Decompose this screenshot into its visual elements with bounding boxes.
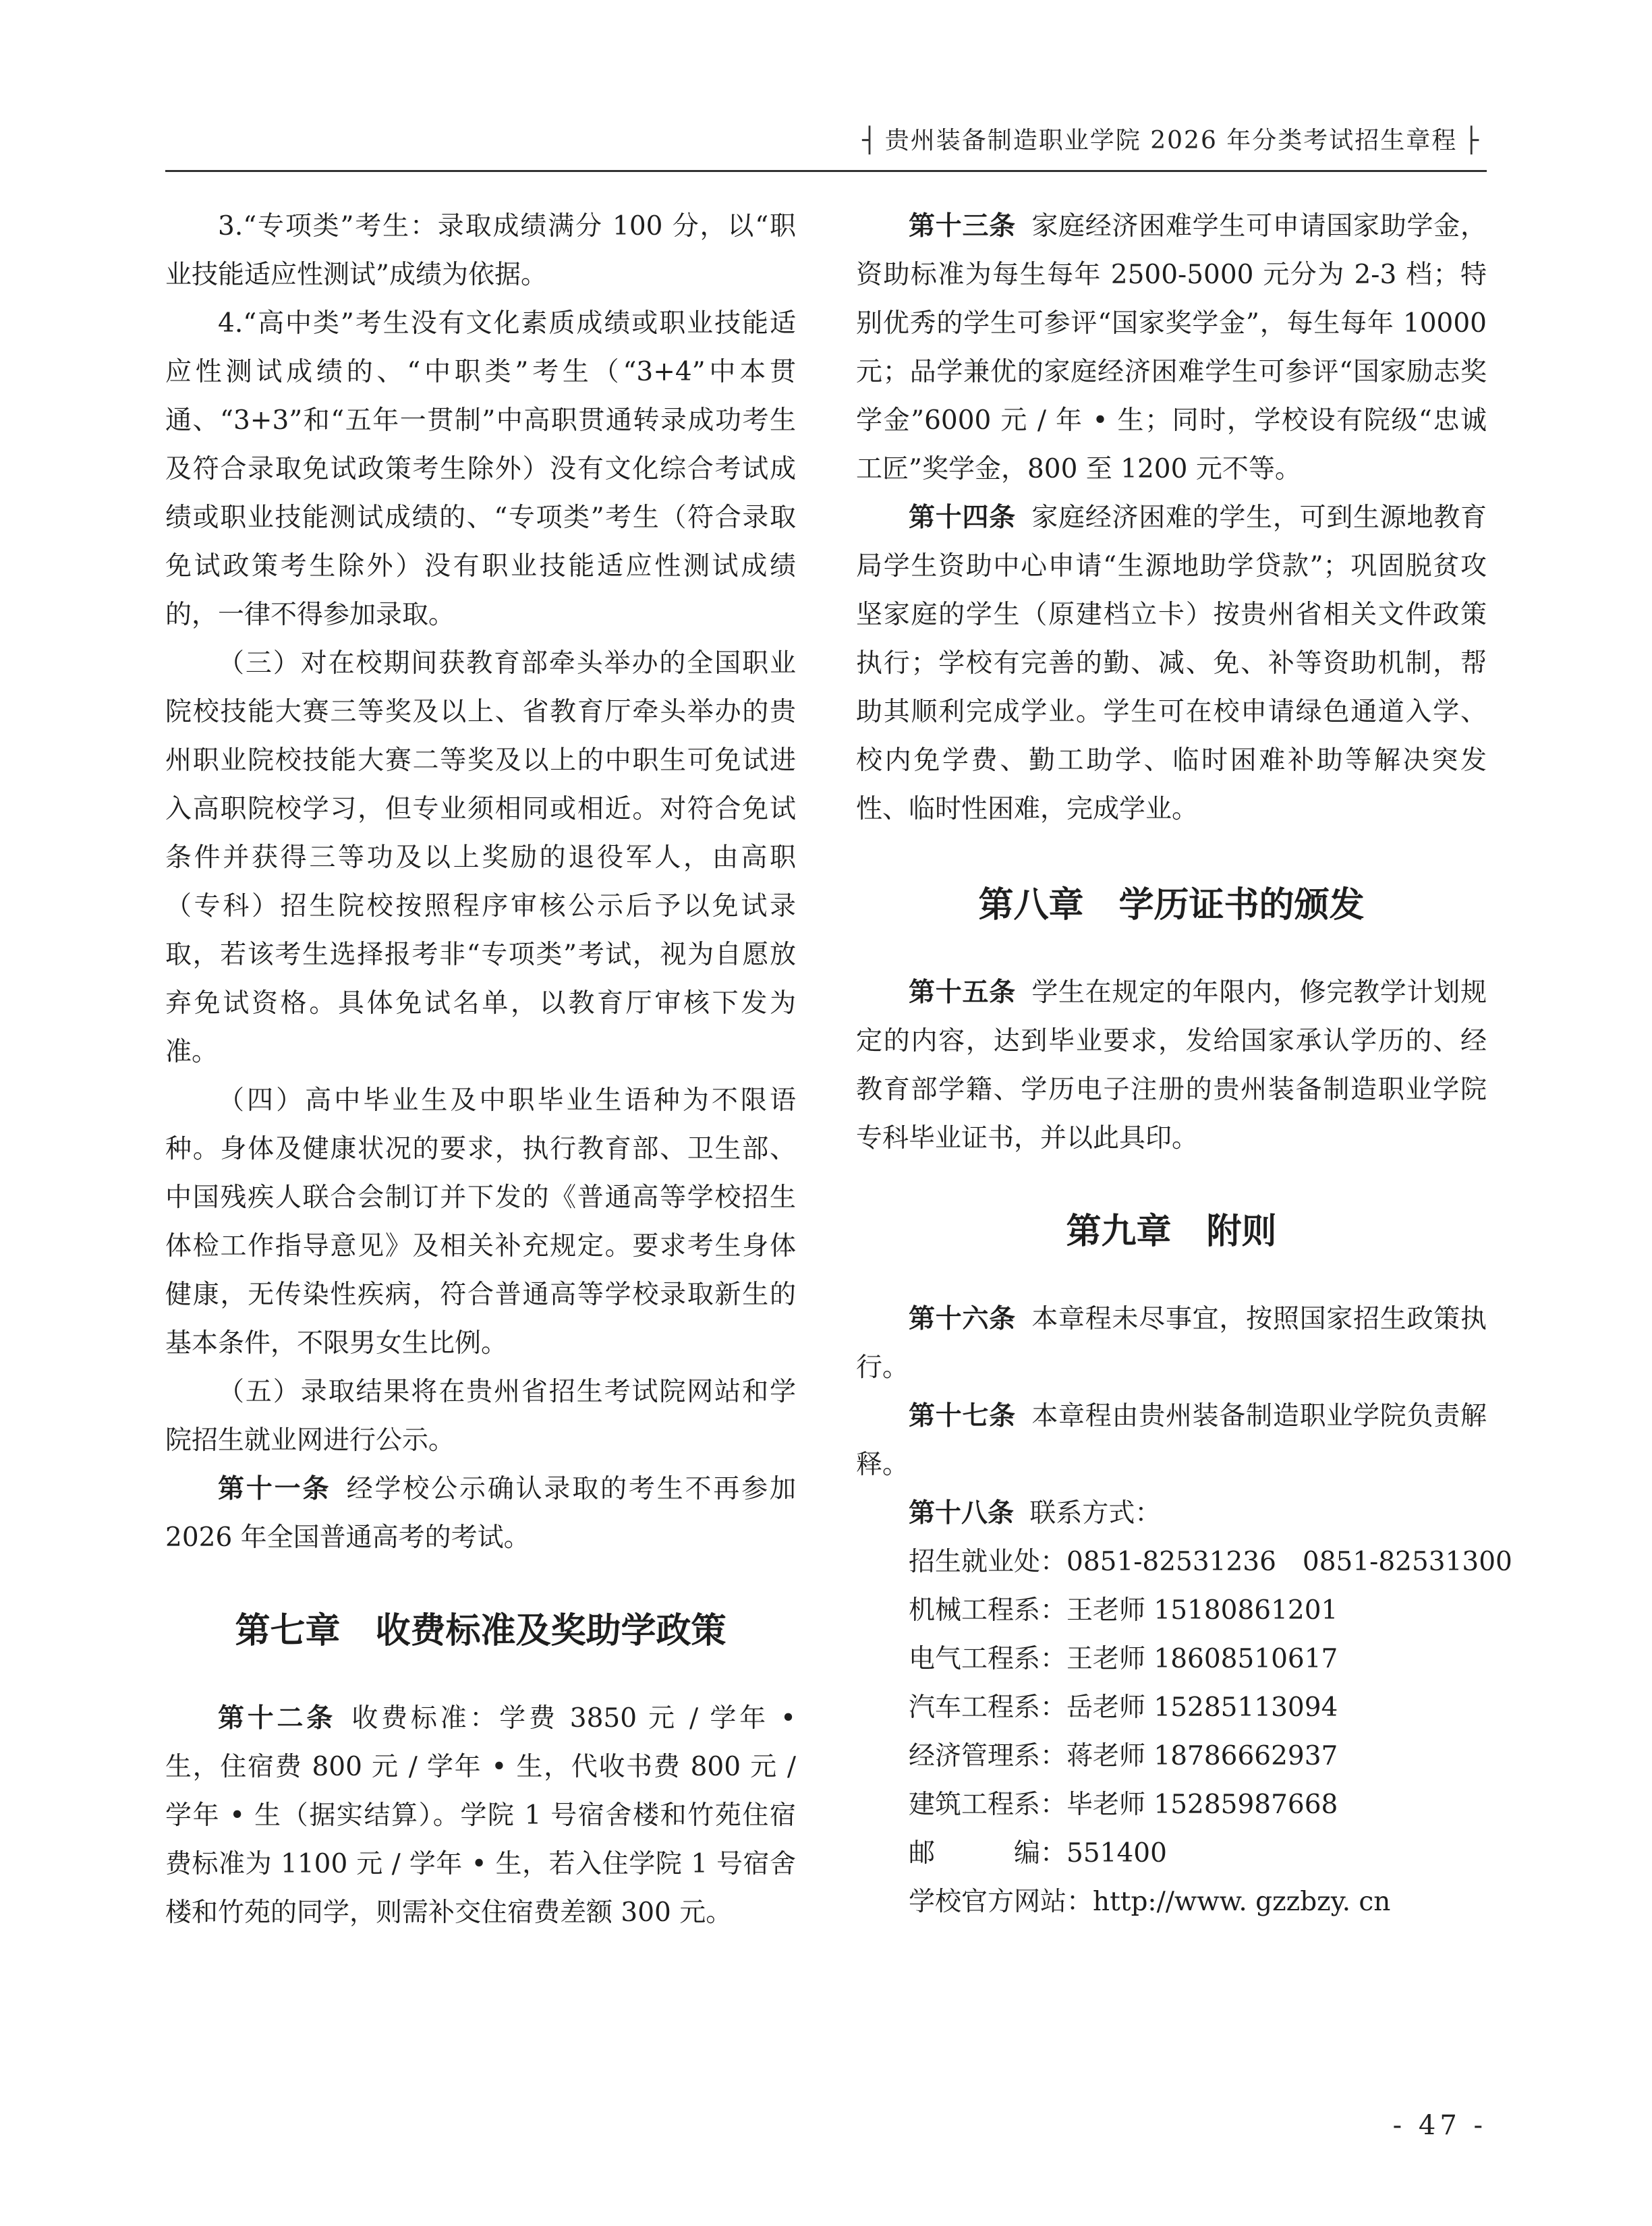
article-15-label: 第十五条 xyxy=(909,977,1016,1008)
article-12-text: 收费标准：学费 3850 元 / 学年 • 生，住宿费 800 元 / 学年 • 生，代收书费 800 元 / 学年 • 生（据实结算）。学院 1 号宿舍楼和竹苑住宿费标准为 1100 元 / 学年 • 生，若入住学院 1 号宿舍楼和竹苑的同学，则需补交住宿费差额 300 元。 xyxy=(165,1703,796,1928)
article-11-text: 经学校公示确认录取的考生不再参加 2026 年全国普通高考的考试。 xyxy=(165,1474,796,1553)
contact-admissions-office: 招生就业处：0851-82531236 0851-82531300 xyxy=(909,1547,1512,1577)
article-14-text: 家庭经济困难的学生，可到生源地教育局学生资助中心申请“生源地助学贷款”；巩固脱贫攻坚家庭的学生（原建档立卡）按贵州省相关文件政策执行；学校有完善的勤、减、免、补等资助机制，帮助其顺利完成学业。学生可在校申请绿色通道入学、校内免学费、勤工助学、临时困难补助等解决突发性、临时性困难，完成学业。 xyxy=(856,503,1487,824)
chapter-7-title: 收费标准及奖助学政策 xyxy=(375,1611,727,1651)
contact-mechanical-dept: 机械工程系：王老师 15180861201 xyxy=(909,1595,1338,1626)
article-14 xyxy=(856,494,1487,834)
article-15 xyxy=(856,969,1487,1163)
header-title-text: 贵州装备制造职业学院 2026 年分类考试招生章程 xyxy=(884,127,1458,154)
article-16 xyxy=(856,1295,1487,1392)
right-column xyxy=(856,202,1512,1927)
chapter-7-heading xyxy=(165,1604,796,1658)
chapter-8-heading xyxy=(856,878,1487,932)
article-11-label: 第十一条 xyxy=(218,1474,331,1504)
article-18-text: 联系方式： xyxy=(1029,1498,1162,1529)
page-header xyxy=(0,0,1652,182)
article-18 xyxy=(856,1489,1487,1538)
left-column xyxy=(165,202,796,1937)
article-16-text: 本章程未尽事宜，按照国家招生政策执行。 xyxy=(856,1304,1487,1383)
contact-electrical-dept: 电气工程系：王老师 18608510617 xyxy=(909,1644,1338,1674)
paragraph-admission-ineligibility: 4.“高中类”考生没有文化素质成绩或职业技能适应性测试成绩的、“中职类”考生（“3+4”中本贯通、“3+3”和“五年一贯制”中高职贯通转录成功考生及符合录取免试政策考生除外）没有文化综合考试成绩或职业技能测试成绩的、“专项类”考生（符合录取免试政策考生除外）没有职业技能适应性测试成绩的，一律不得参加录取。 xyxy=(165,308,796,630)
contact-postal-code: 邮 编：551400 xyxy=(909,1838,1167,1868)
article-11 xyxy=(165,1465,796,1562)
contact-construction-dept: 建筑工程系：毕老师 15285987668 xyxy=(909,1790,1338,1820)
article-12 xyxy=(165,1694,796,1937)
chapter-8-title: 学历证书的颁发 xyxy=(1118,885,1365,925)
article-17-label: 第十七条 xyxy=(909,1401,1016,1431)
running-header: ┤ 贵州装备制造职业学院 2026 年分类考试招生章程 ├ xyxy=(862,127,1480,154)
chapter-7-number: 第七章 xyxy=(235,1611,341,1651)
article-17 xyxy=(856,1392,1487,1489)
paragraph-exam-exemption: （三）对在校期间获教育部牵头举办的全国职业院校技能大赛三等奖及以上、省教育厅牵头举办的贵州职业院校技能大赛二等奖及以上的中职生可免试进入高职院校学习，但专业须相同或相近。对符合免试条件并获得三等功及以上奖励的退役军人，由高职（专科）招生院校按照程序审核公示后予以免试录取，若该考生选择报考非“专项类”考试，视为自愿放弃免试资格。具体免试名单，以教育厅审核下发为准。 xyxy=(165,648,796,1067)
article-13-label: 第十三条 xyxy=(909,211,1016,241)
chapter-9-title: 附则 xyxy=(1206,1211,1277,1252)
chapter-8-number: 第八章 xyxy=(978,885,1084,925)
article-17-text: 本章程由贵州装备制造职业学院负责解释。 xyxy=(856,1401,1487,1480)
chapter-9-heading xyxy=(856,1205,1487,1259)
contact-automotive-dept: 汽车工程系：岳老师 15285113094 xyxy=(909,1692,1338,1723)
article-13 xyxy=(856,202,1487,494)
contact-economics-dept: 经济管理系：蒋老师 18786662937 xyxy=(909,1741,1338,1771)
article-13-text: 家庭经济困难学生可申请国家助学金，资助标准为每生每年 2500-5000 元分为 2-3 档；特别优秀的学生可参评“国家奖学金”，每生每年 10000 元；品学兼优的家庭经济困难学生可参评“国家励志奖学金”6000 元 / 年 • 生；同时，学校设有院级“忠诚工匠”奖学金，800 至 1200 元不等。 xyxy=(856,211,1487,484)
contact-official-website[interactable]: 学校官方网站：http://www. gzzbzy. cn xyxy=(909,1887,1391,1917)
article-14-label: 第十四条 xyxy=(909,503,1016,533)
article-12-label: 第十二条 xyxy=(218,1703,336,1734)
paragraph-special-category: 3.“专项类”考生：录取成绩满分 100 分，以“职业技能适应性测试”成绩为依据。 xyxy=(165,211,796,290)
article-15-text: 学生在规定的年限内，修完教学计划规定的内容，达到毕业要求，发给国家承认学历的、经教育部学籍、学历电子注册的贵州装备制造职业学院专科毕业证书，并以此具印。 xyxy=(856,977,1487,1153)
chapter-9-number: 第九章 xyxy=(1066,1211,1172,1252)
paragraph-language-health: （四）高中毕业生及中职毕业生语种为不限语种。身体及健康状况的要求，执行教育部、卫生部、中国残疾人联合会制订并下发的《普通高等学校招生体检工作指导意见》及相关补充规定。要求考生身体健康，无传染性疾病，符合普通高等学校录取新生的基本条件，不限男女生比例。 xyxy=(165,1085,796,1359)
paragraph-result-publication: （五）录取结果将在贵州省招生考试院网站和学院招生就业网进行公示。 xyxy=(165,1377,796,1456)
article-18-label: 第十八条 xyxy=(909,1498,1015,1529)
header-rule xyxy=(165,170,1487,172)
page-number: - 47 - xyxy=(1392,2110,1487,2141)
article-16-label: 第十六条 xyxy=(909,1304,1016,1334)
